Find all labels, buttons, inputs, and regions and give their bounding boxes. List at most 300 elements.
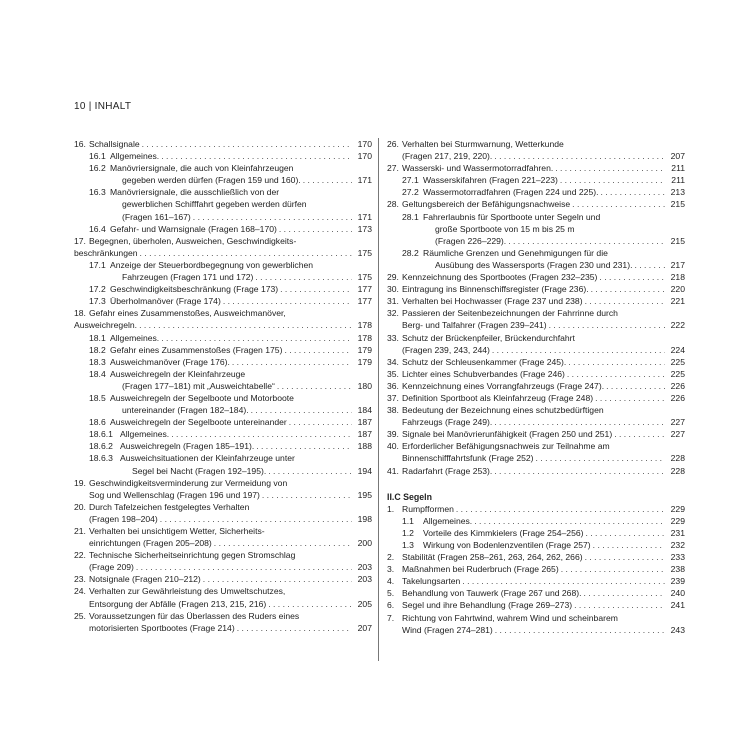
toc-entry-page: 228 <box>670 465 685 476</box>
toc-entry-line <box>89 537 372 549</box>
toc-entry-number: 7. <box>387 612 395 623</box>
toc-entry-title: Manövriersignale, die auch von Kleinfahrzeugen <box>110 163 294 174</box>
toc-entry-number: 16.3 <box>89 187 106 198</box>
toc-entry-line <box>423 223 685 235</box>
toc-entry-title: Allgemeines. <box>423 515 473 526</box>
toc-entry[interactable] <box>387 563 685 575</box>
toc-entry-title: (Fragen 161–167) <box>122 211 191 222</box>
toc-entry-number: 18.3 <box>89 356 106 367</box>
leader-dots <box>474 515 665 527</box>
toc-entry-line <box>110 259 372 271</box>
leader-dots <box>494 465 665 477</box>
toc-entry-line <box>402 271 685 283</box>
toc-entry-line <box>402 612 685 624</box>
toc-entry-number: 29. <box>387 272 399 283</box>
leader-dots <box>160 513 352 525</box>
leader-dots <box>171 428 352 440</box>
toc-entry-line <box>89 610 372 622</box>
toc-entry[interactable] <box>387 527 685 539</box>
toc-entry[interactable] <box>387 162 685 174</box>
leader-dots <box>462 575 665 587</box>
toc-entry[interactable] <box>387 587 685 599</box>
leader-dots <box>614 428 665 440</box>
leader-dots <box>586 527 666 539</box>
leader-dots <box>232 356 352 368</box>
toc-entry-number: 34. <box>387 356 399 367</box>
leader-dots <box>142 138 352 150</box>
leader-dots <box>268 465 352 477</box>
leader-dots <box>277 380 352 392</box>
toc-entry-title: Radarfahrt (Frage 253). <box>402 465 493 476</box>
toc-entry[interactable] <box>387 356 685 368</box>
leader-dots <box>161 150 352 162</box>
toc-entry[interactable] <box>74 452 372 476</box>
toc-entry-page: 217 <box>670 259 685 270</box>
leader-dots <box>555 162 665 174</box>
toc-entry-title: Richtung von Fahrtwind, wahrem Wind und scheinbarem <box>402 612 618 623</box>
toc-entry-line <box>423 235 685 247</box>
section-heading: II.C Segeln <box>387 491 432 502</box>
page-number: 10 <box>74 101 86 112</box>
toc-entry-title: Schallsignale <box>89 139 140 149</box>
toc-entry[interactable] <box>74 162 372 186</box>
toc-entry-title: Geltungsbereich der Befähigungsnachweise <box>402 199 571 210</box>
leader-dots <box>595 392 665 404</box>
toc-entry[interactable] <box>74 368 372 392</box>
toc-entry-title: Technische Sicherheitseinrichtung gegen Stromschlag <box>89 550 296 561</box>
toc-entry[interactable] <box>387 283 685 295</box>
toc-entry-title: Fahrzeugs (Frage 249). <box>402 417 493 428</box>
toc-entry-title: Ausweichmanöver (Frage 176). <box>110 356 230 367</box>
toc-entry-title: Durch Tafelzeichen festgelegtes Verhalten <box>89 501 250 512</box>
toc-entry-line <box>110 392 372 404</box>
toc-entry[interactable] <box>387 428 685 440</box>
toc-entry-title: Anzeige der Steuerbordbegegnung von gewerblichen <box>110 259 314 270</box>
toc-entry[interactable] <box>387 271 685 283</box>
toc-entry[interactable] <box>387 539 685 551</box>
toc-entry-number: 5. <box>387 588 395 599</box>
toc-entry-line <box>110 162 372 174</box>
toc-entry-line <box>402 138 685 150</box>
toc-entry-line <box>423 186 685 198</box>
toc-entry-page: 177 <box>357 296 372 307</box>
toc-entry-number: 18.6 <box>89 417 106 428</box>
toc-entry[interactable] <box>387 380 685 392</box>
toc-entry-number: 21. <box>74 526 86 536</box>
toc-entry-title: Berg- und Talfahrer (Fragen 239–241) <box>402 320 547 331</box>
toc-entry[interactable] <box>74 235 372 259</box>
toc-entry-page: 171 <box>357 175 372 186</box>
toc-entry[interactable] <box>387 247 685 271</box>
toc-entry-title: große Sportboote von 15 m bis 25 m <box>435 223 575 234</box>
toc-entry-line <box>402 307 685 319</box>
toc-entry-number: 18.1 <box>89 332 106 343</box>
toc-entry-number: 16.1 <box>89 151 106 162</box>
toc-entry-number: 17.3 <box>89 296 106 307</box>
toc-entry-page: 173 <box>357 223 372 234</box>
toc-entry[interactable] <box>74 525 372 549</box>
toc-entry-title: gegeben werden dürfen (Fragen 159 und 160). <box>122 175 301 186</box>
toc-entry-number: 35. <box>387 368 399 379</box>
toc-entry-title: Maßnahmen bei Ruderbruch (Frage 265) <box>402 564 559 575</box>
toc-entry-page: 226 <box>670 380 685 391</box>
toc-entry-number: 27.1 <box>402 175 419 186</box>
toc-entry[interactable] <box>74 610 372 634</box>
toc-entry[interactable] <box>74 585 372 609</box>
toc-entry-page: 232 <box>670 540 685 550</box>
toc-entry-title: Allgemeines. <box>110 332 160 343</box>
toc-entry-line <box>120 465 372 477</box>
toc-entry-number: 22. <box>74 550 86 561</box>
toc-entry-title: Definition Sportboot als Kleinfahrzeug (Frage 248) <box>402 392 594 403</box>
toc-entry[interactable] <box>74 186 372 222</box>
toc-entry-line <box>89 235 372 247</box>
toc-entry-number: 18.6.1 <box>89 429 113 440</box>
toc-entry-line <box>120 428 372 440</box>
leader-dots <box>456 503 665 515</box>
leader-dots <box>139 319 352 331</box>
leader-dots <box>549 319 665 331</box>
toc-entry-number: 4. <box>387 576 395 587</box>
toc-entry[interactable] <box>387 211 685 247</box>
toc-entry-number: 1.1 <box>402 515 414 526</box>
toc-entry-title: Notsignale (Fragen 210–212) <box>89 574 201 585</box>
toc-entry[interactable] <box>387 186 685 198</box>
page-header <box>74 101 131 112</box>
toc-entry-title: Allgemeines. <box>110 151 160 162</box>
toc-entry-page: 178 <box>357 320 372 331</box>
toc-entry-line <box>74 247 372 259</box>
leader-dots <box>251 404 352 416</box>
toc-entry-page: 203 <box>357 562 372 573</box>
toc-entry-number: 18.2 <box>89 344 106 355</box>
toc-entry[interactable] <box>74 138 372 150</box>
toc-entry-line <box>423 527 685 539</box>
toc-entry-number: 33. <box>387 332 399 343</box>
toc-entry-number: 6. <box>387 600 395 611</box>
toc-entry-line <box>402 465 685 477</box>
toc-entry-number: 41. <box>387 465 399 476</box>
toc-entry-line <box>402 452 685 464</box>
toc-entry-title: Entsorgung der Abfälle (Fragen 213, 215, 216) <box>89 598 267 609</box>
toc-entry-title: Passieren der Seitenbezeichnungen der Fahrrinne durch <box>402 308 618 319</box>
toc-entry[interactable] <box>387 465 685 477</box>
toc-entry-title: Fahrerlaubnis für Sportboote unter Segeln und <box>423 211 601 222</box>
leader-dots <box>255 271 352 283</box>
toc-entry-page: 243 <box>670 624 685 635</box>
toc-entry-number: 28. <box>387 199 399 210</box>
toc-entry-title: Allgemeines. <box>120 429 170 440</box>
toc-entry-page: 229 <box>670 503 685 514</box>
toc-entry-page: 188 <box>357 441 372 452</box>
leader-dots <box>279 223 352 235</box>
toc-entry-line <box>402 392 685 404</box>
toc-entry-page: 211 <box>671 163 685 174</box>
toc-entry[interactable] <box>387 332 685 356</box>
toc-entry-line <box>402 198 685 210</box>
toc-entry-line <box>120 452 372 464</box>
toc-entry[interactable] <box>74 150 372 162</box>
leader-dots <box>583 587 665 599</box>
toc-entry-line <box>402 150 685 162</box>
toc-entry-number: 16.2 <box>89 163 106 174</box>
toc-entry-page: 187 <box>357 429 372 440</box>
toc-entry-number: 27. <box>387 163 399 174</box>
toc-entry-page: 225 <box>670 368 685 379</box>
toc-entry-line <box>402 599 685 611</box>
toc-entry-page: 225 <box>670 356 685 367</box>
toc-entry-title: Geschwindigkeitsbeschränkung (Frage 173) <box>110 284 279 295</box>
toc-entry-number: 3. <box>387 564 395 575</box>
toc-entry[interactable] <box>387 515 685 527</box>
toc-entry-page: 198 <box>357 513 372 524</box>
toc-entry-line <box>74 319 372 331</box>
toc-entry-title: (Fragen 239, 243, 244) <box>402 344 490 355</box>
leader-dots <box>237 622 352 634</box>
toc-entry[interactable] <box>74 307 372 331</box>
toc-entry-page: 238 <box>670 564 685 575</box>
toc-entry-number: 17. <box>74 235 86 246</box>
toc-entry-number: 18.6.2 <box>89 441 113 452</box>
leader-dots <box>508 235 665 247</box>
toc-entry-line <box>89 622 372 634</box>
toc-entry-page: 241 <box>670 600 685 611</box>
toc-entry-line <box>110 198 372 210</box>
toc-entry[interactable] <box>74 549 372 573</box>
toc-entry-line <box>89 525 372 537</box>
leader-dots <box>572 198 665 210</box>
toc-entry-line <box>110 223 372 235</box>
toc-entry-number: 37. <box>387 392 399 403</box>
toc-entry-title: Wirkung von Bodenlenzventilen (Frage 257) <box>423 540 591 550</box>
leader-dots <box>591 283 665 295</box>
toc-entry-line <box>402 380 685 392</box>
toc-entry-number: 27.2 <box>402 187 419 198</box>
toc-entry-page: 240 <box>670 588 685 599</box>
toc-entry-title: (Frage 209) <box>89 562 134 573</box>
toc-entry-title: Signale bei Manövrierunfähigkeit (Fragen 250 und 251) <box>402 429 613 440</box>
toc-entry-page: 178 <box>357 332 372 343</box>
toc-entry[interactable] <box>74 501 372 525</box>
toc-entry-title: Voraussetzungen für das Überlassen des Ruders eines <box>89 610 300 621</box>
leader-dots <box>256 440 352 452</box>
toc-entry-page: 233 <box>670 552 685 563</box>
toc-entry[interactable] <box>387 307 685 331</box>
toc-entry-number: 32. <box>387 308 399 319</box>
toc-entry[interactable] <box>387 599 685 611</box>
toc-entry-title: Erforderlicher Befähigungsnachweis zur Teilnahme am <box>402 441 610 452</box>
toc-right-column <box>387 138 685 636</box>
toc-entry-number: 18.5 <box>89 392 106 403</box>
toc-entry-line <box>402 575 685 587</box>
toc-entry-page: 179 <box>357 344 372 355</box>
toc-entry-title: Schutz der Brückenpfeiler, Brückendurchfahrt <box>402 332 575 343</box>
toc-entry-line <box>402 503 685 515</box>
toc-entry-title: Binnenschifffahrtsfunk (Frage 252) <box>402 453 534 464</box>
toc-entry-line <box>89 585 372 597</box>
toc-entry-number: 1. <box>387 503 395 514</box>
toc-entry-page: 227 <box>670 417 685 428</box>
toc-entry-page: 215 <box>670 235 685 246</box>
toc-entry[interactable] <box>74 283 372 295</box>
toc-entry-title: Sog und Wellenschlag (Fragen 196 und 197) <box>89 489 260 500</box>
leader-dots <box>560 174 665 186</box>
toc-entry[interactable] <box>387 404 685 428</box>
toc-entry-line <box>110 416 372 428</box>
toc-entry[interactable] <box>74 332 372 344</box>
leader-dots <box>193 211 352 223</box>
leader-dots <box>214 537 352 549</box>
toc-entry-line <box>110 186 372 198</box>
toc-entry[interactable] <box>387 503 685 515</box>
toc-entry-line <box>110 332 372 344</box>
leader-dots <box>268 598 352 610</box>
toc-entry-number: 38. <box>387 405 399 416</box>
toc-entry-page: 184 <box>357 405 372 416</box>
toc-entry-title: Ausübung des Wassersports (Fragen 230 und 231). <box>435 259 633 270</box>
toc-entry-number: 17.1 <box>89 259 106 270</box>
toc-entry-title: Wassermotorradfahren (Fragen 224 und 225). <box>423 187 599 198</box>
toc-entry-number: 16. <box>74 139 86 149</box>
toc-entry-line <box>423 515 685 527</box>
toc-entry-number: 31. <box>387 296 399 307</box>
toc-entry[interactable] <box>74 477 372 501</box>
header-title: INHALT <box>94 101 132 112</box>
leader-dots <box>492 344 665 356</box>
toc-entry-number: 18.4 <box>89 368 106 379</box>
toc-entry-number: 17.2 <box>89 284 106 295</box>
toc-entry-line <box>423 211 685 223</box>
toc-entry[interactable] <box>387 198 685 210</box>
toc-entry-page: 177 <box>357 284 372 295</box>
toc-entry-line <box>89 477 372 489</box>
toc-entry-line <box>89 561 372 573</box>
toc-entry-title: Gefahr eines Zusammenstoßes, Ausweichmanöver, <box>89 308 286 319</box>
leader-dots <box>567 368 665 380</box>
toc-entry-page: 194 <box>357 465 372 476</box>
toc-entry-line <box>402 368 685 380</box>
toc-entry-line <box>110 380 372 392</box>
toc-entry-line <box>402 563 685 575</box>
leader-dots <box>585 295 665 307</box>
toc-entry-line <box>110 211 372 223</box>
toc-entry[interactable] <box>387 575 685 587</box>
toc-entry[interactable] <box>74 573 372 585</box>
toc-entry-title: Begegnen, überholen, Ausweichen, Geschwindigkeits- <box>89 235 297 246</box>
leader-dots <box>561 563 665 575</box>
toc-entry-page: 224 <box>670 344 685 355</box>
toc-entry-title: Gefahr eines Zusammenstoßes (Fragen 175) <box>110 344 283 355</box>
toc-entry-title: Stabilität (Fragen 258–261, 263, 264, 262, 266) <box>402 552 583 563</box>
toc-entry-line <box>423 259 685 271</box>
toc-entry-page: 229 <box>670 515 685 526</box>
toc-entry[interactable] <box>387 174 685 186</box>
toc-entry-number: 16.4 <box>89 223 106 234</box>
toc-entry[interactable] <box>387 440 685 464</box>
toc-entry[interactable] <box>387 368 685 380</box>
toc-entry-page: 239 <box>670 576 685 587</box>
toc-entry-page: 227 <box>670 429 685 440</box>
toc-entry-line <box>402 587 685 599</box>
toc-entry[interactable] <box>74 344 372 356</box>
leader-dots <box>585 551 665 563</box>
leader-dots <box>262 489 352 501</box>
leader-dots <box>161 332 352 344</box>
toc-entry-line <box>110 283 372 295</box>
toc-left-column <box>74 138 372 634</box>
toc-entry-number: 36. <box>387 380 399 391</box>
header-separator: | <box>88 101 92 112</box>
toc-entry[interactable] <box>74 416 372 428</box>
toc-entry-page: 200 <box>357 538 372 549</box>
toc-entry-number: 23. <box>74 574 86 585</box>
leader-dots <box>303 174 352 186</box>
toc-entry[interactable] <box>74 259 372 283</box>
toc-entry-line <box>402 295 685 307</box>
toc-entry-page: 211 <box>671 175 685 186</box>
toc-entry-line <box>110 295 372 307</box>
toc-entry-line <box>89 549 372 561</box>
toc-entry-line <box>89 513 372 525</box>
leader-dots <box>495 624 665 636</box>
toc-entry[interactable] <box>387 138 685 162</box>
toc-entry[interactable] <box>387 295 685 307</box>
toc-entry-title: Bedeutung der Bezeichnung eines schutzbedürftigen <box>402 405 604 416</box>
toc-entry-title: Kennzeichnung eines Vorrangfahrzeugs (Frage 247). <box>402 380 605 391</box>
toc-entry-page: 220 <box>670 284 685 295</box>
toc-entry-title: Fahrzeugen (Fragen 171 und 172) <box>122 272 254 283</box>
toc-entry[interactable] <box>74 392 372 416</box>
toc-entry-title: Wasserski- und Wassermotorradfahren. <box>402 163 554 174</box>
leader-dots <box>280 283 352 295</box>
toc-entry-number: 18. <box>74 308 86 319</box>
toc-entry[interactable] <box>74 295 372 307</box>
leader-dots <box>494 150 665 162</box>
column-divider <box>378 138 379 661</box>
toc-entry[interactable] <box>74 223 372 235</box>
toc-entry-title: Ausweichregeln der Segelboote und Motorboote <box>110 392 294 403</box>
leader-dots <box>289 416 352 428</box>
toc-entry[interactable] <box>387 612 685 636</box>
toc-entry-title: beschränkungen <box>74 247 138 258</box>
toc-entry-page: 179 <box>357 356 372 367</box>
toc-entry[interactable] <box>74 428 372 440</box>
toc-entry-number: 18.6.3 <box>89 453 113 464</box>
toc-entry-line <box>402 440 685 452</box>
toc-entry-number: 26. <box>387 139 399 149</box>
toc-entry-page: 205 <box>357 598 372 609</box>
toc-entry-page: 215 <box>670 199 685 210</box>
toc-entry-line <box>110 404 372 416</box>
toc-entry-line <box>423 247 685 259</box>
toc-entry-line <box>110 150 372 162</box>
leader-dots <box>568 356 665 368</box>
toc-entry-page: 221 <box>670 296 685 307</box>
toc-entry-page: 171 <box>357 211 372 222</box>
toc-entry-line <box>402 283 685 295</box>
toc-entry[interactable] <box>74 356 372 368</box>
toc-entry[interactable] <box>74 440 372 452</box>
toc-entry-page: 195 <box>357 489 372 500</box>
toc-entry-line <box>89 501 372 513</box>
leader-dots <box>536 452 665 464</box>
toc-entry[interactable] <box>387 392 685 404</box>
toc-entry-page: 180 <box>357 380 372 391</box>
toc-entry-title: Verhalten bei Hochwasser (Frage 237 und 238) <box>402 296 583 307</box>
toc-entry-line <box>89 573 372 585</box>
toc-entry-line <box>110 174 372 186</box>
toc-entry[interactable] <box>387 551 685 563</box>
